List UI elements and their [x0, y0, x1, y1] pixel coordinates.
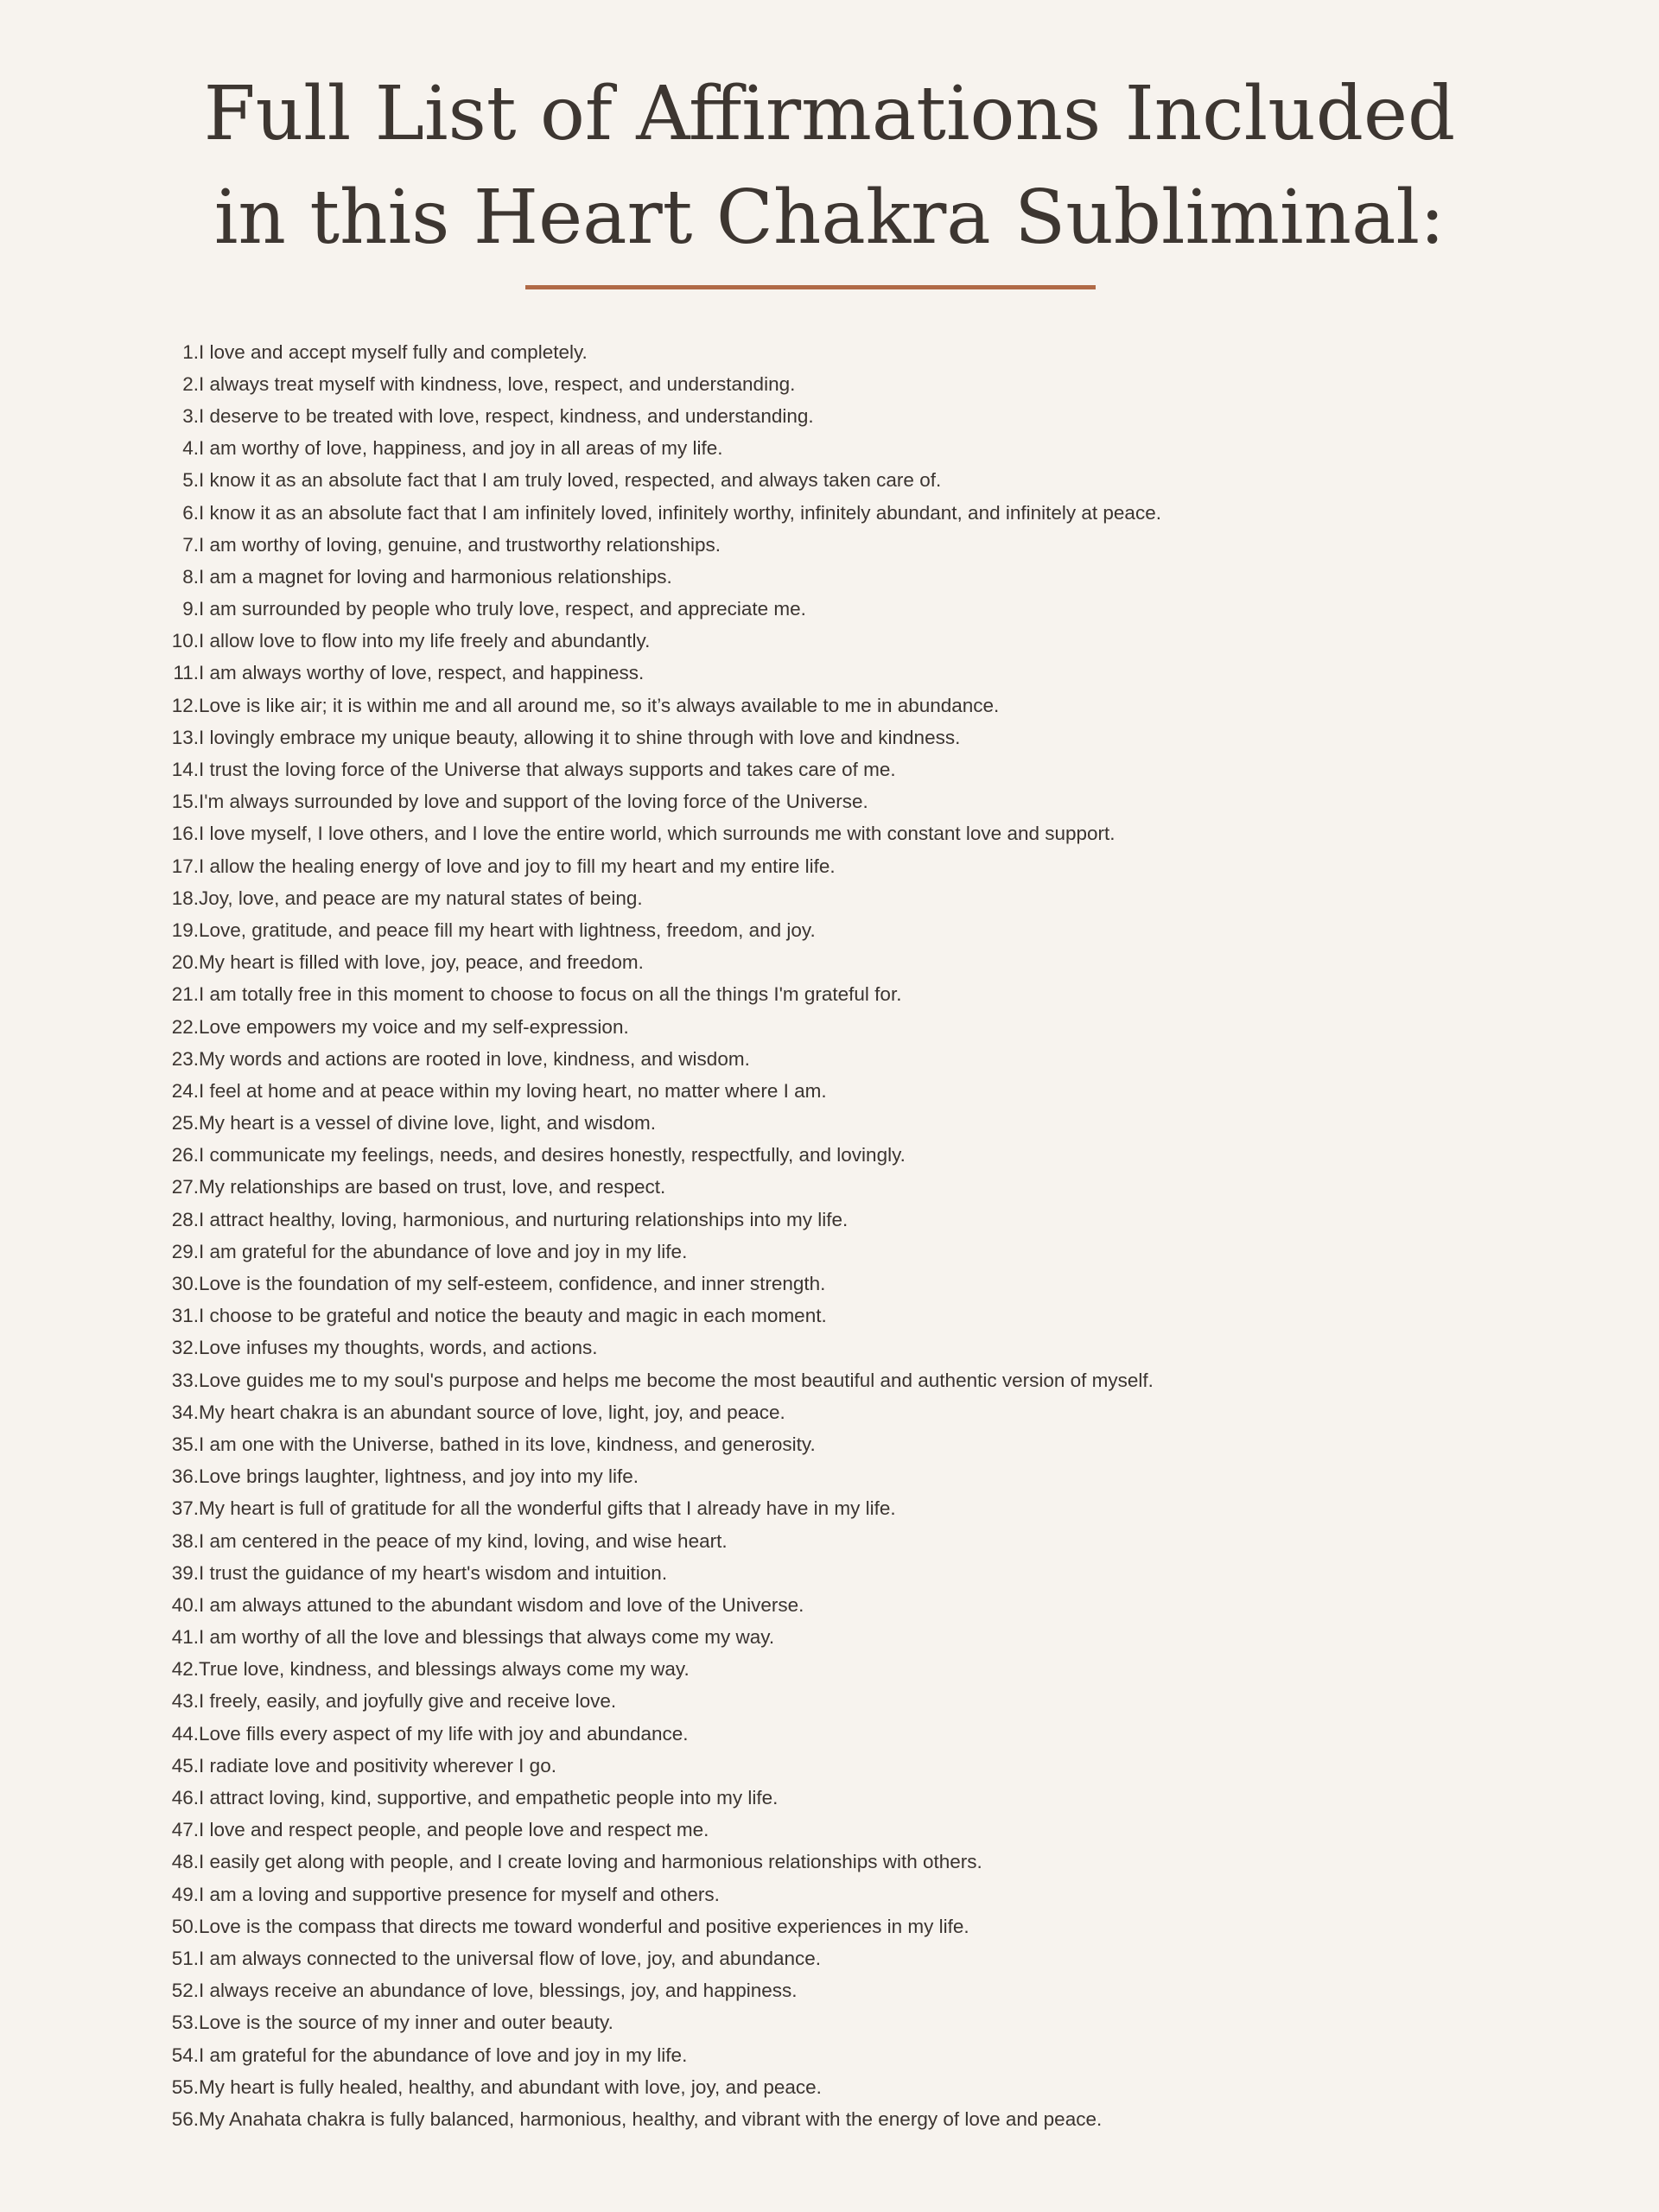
affirmation-number: 47.: [171, 1819, 199, 1841]
affirmation-text: I allow love to flow into my life freely and abundantly.: [199, 630, 651, 652]
affirmation-number: 51.: [171, 1947, 199, 1969]
affirmation-number: 16.: [171, 823, 199, 845]
affirmation-number: 38.: [171, 1529, 199, 1552]
affirmation-item: [0, 1622, 1161, 1654]
affirmation-number: 54.: [171, 2044, 199, 2066]
affirmation-item: [0, 497, 1161, 529]
affirmation-text: Love infuses my thoughts, words, and actions.: [199, 1337, 598, 1359]
affirmation-text: I attract healthy, loving, harmonious, and nurturing relationships into my life.: [199, 1208, 849, 1230]
affirmation-text: I am always connected to the universal flow of love, joy, and abundance.: [199, 1947, 822, 1969]
affirmation-text: I am one with the Universe, bathed in its love, kindness, and generosity.: [199, 1433, 816, 1455]
affirmation-number: 10.: [171, 630, 199, 652]
affirmation-number: 32.: [171, 1337, 199, 1359]
affirmation-text: I am centered in the peace of my kind, loving, and wise heart.: [199, 1529, 728, 1552]
affirmation-item: [0, 2103, 1161, 2135]
affirmation-text: Love brings laughter, lightness, and joy into my life.: [199, 1465, 639, 1488]
affirmation-number: 5.: [182, 469, 199, 492]
affirmation-text: I easily get along with people, and I create loving and harmonious relationships with others.: [199, 1851, 982, 1873]
affirmation-item: [0, 529, 1161, 561]
affirmation-text: I always treat myself with kindness, love, respect, and understanding.: [199, 372, 796, 395]
affirmation-item: [0, 1396, 1161, 1428]
affirmation-item: [0, 947, 1161, 979]
affirmation-text: I feel at home and at peace within my loving heart, no matter where I am.: [199, 1079, 827, 1102]
affirmation-item: [0, 626, 1161, 658]
affirmation-number: 27.: [171, 1176, 199, 1198]
affirmation-number: 44.: [171, 1722, 199, 1745]
affirmation-text: I love myself, I love others, and I love the entire world, which surrounds me with constant love and support.: [199, 823, 1116, 845]
affirmation-number: 18.: [171, 887, 199, 909]
affirmation-number: 14.: [171, 759, 199, 781]
affirmation-number: 8.: [182, 565, 199, 588]
affirmation-item: [0, 1493, 1161, 1525]
affirmation-item: [0, 658, 1161, 690]
affirmation-item: [0, 721, 1161, 753]
page-title-line-1: Full List of Affirmations Included: [203, 71, 1456, 157]
page-title: [0, 62, 1659, 270]
affirmation-number: 41.: [171, 1626, 199, 1649]
affirmation-number: 45.: [171, 1754, 199, 1777]
affirmation-number: 9.: [182, 598, 199, 620]
affirmation-item: [0, 850, 1161, 882]
affirmation-item: [0, 979, 1161, 1011]
affirmation-text: True love, kindness, and blessings always come my way.: [199, 1658, 690, 1681]
affirmation-text: I freely, easily, and joyfully give and receive love.: [199, 1690, 617, 1713]
affirmation-text: Love is the source of my inner and outer beauty.: [199, 2012, 613, 2034]
affirmation-text: My heart is full of gratitude for all the wonderful gifts that I already have in my life.: [199, 1497, 896, 1520]
affirmation-text: My heart is filled with love, joy, peace, and freedom.: [199, 951, 644, 974]
affirmation-number: 15.: [171, 791, 199, 813]
affirmation-text: My heart is fully healed, healthy, and abundant with love, joy, and peace.: [199, 2075, 822, 2098]
affirmation-number: 49.: [171, 1883, 199, 1905]
affirmation-item: [0, 1075, 1161, 1107]
affirmation-number: 17.: [171, 855, 199, 877]
affirmation-number: 6.: [182, 501, 199, 524]
affirmation-text: I am always attuned to the abundant wisdom and love of the Universe.: [199, 1593, 804, 1616]
affirmation-number: 20.: [171, 951, 199, 974]
affirmation-text: I am always worthy of love, respect, and happiness.: [199, 662, 645, 684]
affirmation-number: 11.: [173, 662, 199, 684]
affirmation-item: [0, 1975, 1161, 2007]
affirmation-text: I always receive an abundance of love, blessings, joy, and happiness.: [199, 1980, 798, 2002]
affirmation-number: 33.: [171, 1369, 199, 1391]
affirmation-item: [0, 465, 1161, 497]
affirmation-item: [0, 1364, 1161, 1396]
affirmation-number: 2.: [182, 372, 199, 395]
affirmation-text: My heart chakra is an abundant source of love, light, joy, and peace.: [199, 1401, 785, 1423]
affirmation-number: 19.: [171, 918, 199, 941]
affirmation-item: [0, 1332, 1161, 1364]
affirmation-number: 35.: [171, 1433, 199, 1455]
affirmation-number: 29.: [171, 1240, 199, 1262]
affirmation-number: 24.: [171, 1079, 199, 1102]
affirmation-item: [0, 690, 1161, 721]
affirmation-item: [0, 1461, 1161, 1493]
affirmation-text: Love fills every aspect of my life with joy and abundance.: [199, 1722, 689, 1745]
affirmation-item: [0, 2071, 1161, 2103]
affirmation-item: [0, 1268, 1161, 1300]
affirmation-number: 50.: [171, 1915, 199, 1937]
affirmation-text: I trust the guidance of my heart's wisdom and intuition.: [199, 1561, 668, 1584]
affirmation-item: [0, 561, 1161, 593]
affirmation-number: 34.: [171, 1401, 199, 1423]
title-divider: [525, 285, 1096, 289]
affirmation-number: 36.: [171, 1465, 199, 1488]
affirmation-text: I love and respect people, and people love and respect me.: [199, 1819, 709, 1841]
affirmation-text: I attract loving, kind, supportive, and empathetic people into my life.: [199, 1787, 779, 1809]
affirmation-text: Love is like air; it is within me and all around me, so it’s always available to me in abundance.: [199, 694, 1000, 716]
affirmation-text: Joy, love, and peace are my natural states of being.: [199, 887, 643, 909]
affirmation-item: [0, 1204, 1161, 1236]
affirmation-item: [0, 1750, 1161, 1782]
affirmation-text: I allow the healing energy of love and joy to fill my heart and my entire life.: [199, 855, 836, 877]
affirmation-item: [0, 882, 1161, 914]
affirmation-text: I am totally free in this moment to choose to focus on all the things I'm grateful for.: [199, 983, 902, 1006]
affirmation-text: I am a magnet for loving and harmonious relationships.: [199, 565, 672, 588]
affirmation-text: I am worthy of love, happiness, and joy in all areas of my life.: [199, 437, 723, 460]
affirmation-text: I'm always surrounded by love and support of the loving force of the Universe.: [199, 791, 868, 813]
affirmation-text: I lovingly embrace my unique beauty, allowing it to shine through with love and kindness.: [199, 726, 961, 748]
affirmation-number: 12.: [171, 694, 199, 716]
affirmation-item: [0, 1686, 1161, 1718]
affirmation-number: 31.: [171, 1305, 199, 1327]
affirmation-text: My Anahata chakra is fully balanced, harmonious, healthy, and vibrant with the energy of love and peace.: [199, 2107, 1103, 2130]
affirmation-item: [0, 1718, 1161, 1750]
affirmation-item: [0, 1847, 1161, 1878]
affirmation-item: [0, 2007, 1161, 2039]
affirmation-number: 26.: [171, 1144, 199, 1166]
affirmation-number: 21.: [171, 983, 199, 1006]
affirmation-text: I deserve to be treated with love, respect, kindness, and understanding.: [199, 404, 814, 427]
affirmation-item: [0, 753, 1161, 785]
affirmation-number: 52.: [171, 1980, 199, 2002]
affirmation-number: 56.: [171, 2107, 199, 2130]
affirmation-text: My words and actions are rooted in love, kindness, and wisdom.: [199, 1047, 750, 1070]
affirmation-text: Love empowers my voice and my self-expression.: [199, 1015, 629, 1038]
affirmation-text: I am surrounded by people who truly love, respect, and appreciate me.: [199, 598, 806, 620]
page-title-line-2: in this Heart Chakra Subliminal:: [213, 175, 1446, 261]
affirmation-text: I trust the loving force of the Universe that always supports and takes care of me.: [199, 759, 896, 781]
affirmation-text: My heart is a vessel of divine love, light, and wisdom.: [199, 1112, 656, 1135]
affirmation-text: Love guides me to my soul's purpose and helps me become the most beautiful and authentic version of myself.: [199, 1369, 1154, 1391]
affirmation-item: [0, 1428, 1161, 1460]
affirmation-item: [0, 818, 1161, 850]
affirmation-number: 3.: [182, 404, 199, 427]
affirmation-item: [0, 1300, 1161, 1332]
affirmation-number: 40.: [171, 1593, 199, 1616]
affirmation-item: [0, 1782, 1161, 1814]
affirmation-item: [0, 1589, 1161, 1621]
affirmation-item: [0, 1108, 1161, 1140]
affirmation-number: 53.: [171, 2012, 199, 2034]
affirmation-text: I communicate my feelings, needs, and desires honestly, respectfully, and lovingly.: [199, 1144, 906, 1166]
affirmation-text: I know it as an absolute fact that I am infinitely loved, infinitely worthy, infinitely abundant, and infinitely at peace.: [199, 501, 1161, 524]
affirmation-number: 7.: [182, 533, 199, 556]
affirmation-item: [0, 1878, 1161, 1910]
affirmation-number: 28.: [171, 1208, 199, 1230]
affirmation-item: [0, 1557, 1161, 1589]
affirmation-item: [0, 786, 1161, 818]
affirmation-number: 48.: [171, 1851, 199, 1873]
affirmation-item: [0, 400, 1161, 432]
affirmation-item: [0, 1140, 1161, 1172]
affirmation-item: [0, 1011, 1161, 1043]
affirmation-item: [0, 1043, 1161, 1075]
affirmation-number: 4.: [182, 437, 199, 460]
affirmation-item: [0, 336, 1161, 368]
affirmation-text: I radiate love and positivity wherever I go.: [199, 1754, 556, 1777]
affirmation-number: 42.: [171, 1658, 199, 1681]
affirmation-text: I am worthy of loving, genuine, and trustworthy relationships.: [199, 533, 721, 556]
affirmation-text: I know it as an absolute fact that I am truly loved, respected, and always taken care of.: [199, 469, 942, 492]
affirmation-item: [0, 1942, 1161, 1974]
affirmation-number: 23.: [171, 1047, 199, 1070]
affirmation-item: [0, 1654, 1161, 1686]
affirmation-item: [0, 914, 1161, 946]
affirmation-text: Love is the foundation of my self-esteem, confidence, and inner strength.: [199, 1273, 826, 1295]
affirmation-item: [0, 433, 1161, 465]
affirmation-number: 37.: [171, 1497, 199, 1520]
affirmation-item: [0, 1910, 1161, 1942]
affirmation-item: [0, 2039, 1161, 2071]
affirmation-item: [0, 1525, 1161, 1557]
affirmation-text: Love, gratitude, and peace fill my heart with lightness, freedom, and joy.: [199, 918, 816, 941]
affirmation-number: 46.: [171, 1787, 199, 1809]
affirmation-number: 30.: [171, 1273, 199, 1295]
affirmation-number: 1.: [182, 340, 199, 363]
affirmation-text: I am grateful for the abundance of love and joy in my life.: [199, 2044, 688, 2066]
affirmation-item: [0, 368, 1161, 400]
affirmation-text: I am worthy of all the love and blessings that always come my way.: [199, 1626, 775, 1649]
affirmation-text: I am grateful for the abundance of love and joy in my life.: [199, 1240, 688, 1262]
affirmation-item: [0, 594, 1161, 626]
affirmation-text: Love is the compass that directs me toward wonderful and positive experiences in my life.: [199, 1915, 969, 1937]
affirmation-text: I choose to be grateful and notice the beauty and magic in each moment.: [199, 1305, 827, 1327]
affirmation-item: [0, 1236, 1161, 1268]
affirmation-number: 22.: [171, 1015, 199, 1038]
affirmation-text: I am a loving and supportive presence for myself and others.: [199, 1883, 720, 1905]
affirmation-number: 25.: [171, 1112, 199, 1135]
affirmation-number: 39.: [171, 1561, 199, 1584]
affirmation-number: 43.: [171, 1690, 199, 1713]
affirmation-number: 55.: [171, 2075, 199, 2098]
affirmation-number: 13.: [171, 726, 199, 748]
affirmation-list: [0, 336, 1161, 2136]
affirmation-item: [0, 1172, 1161, 1204]
affirmation-text: I love and accept myself fully and completely.: [199, 340, 588, 363]
affirmation-item: [0, 1815, 1161, 1847]
affirmation-text: My relationships are based on trust, love, and respect.: [199, 1176, 666, 1198]
